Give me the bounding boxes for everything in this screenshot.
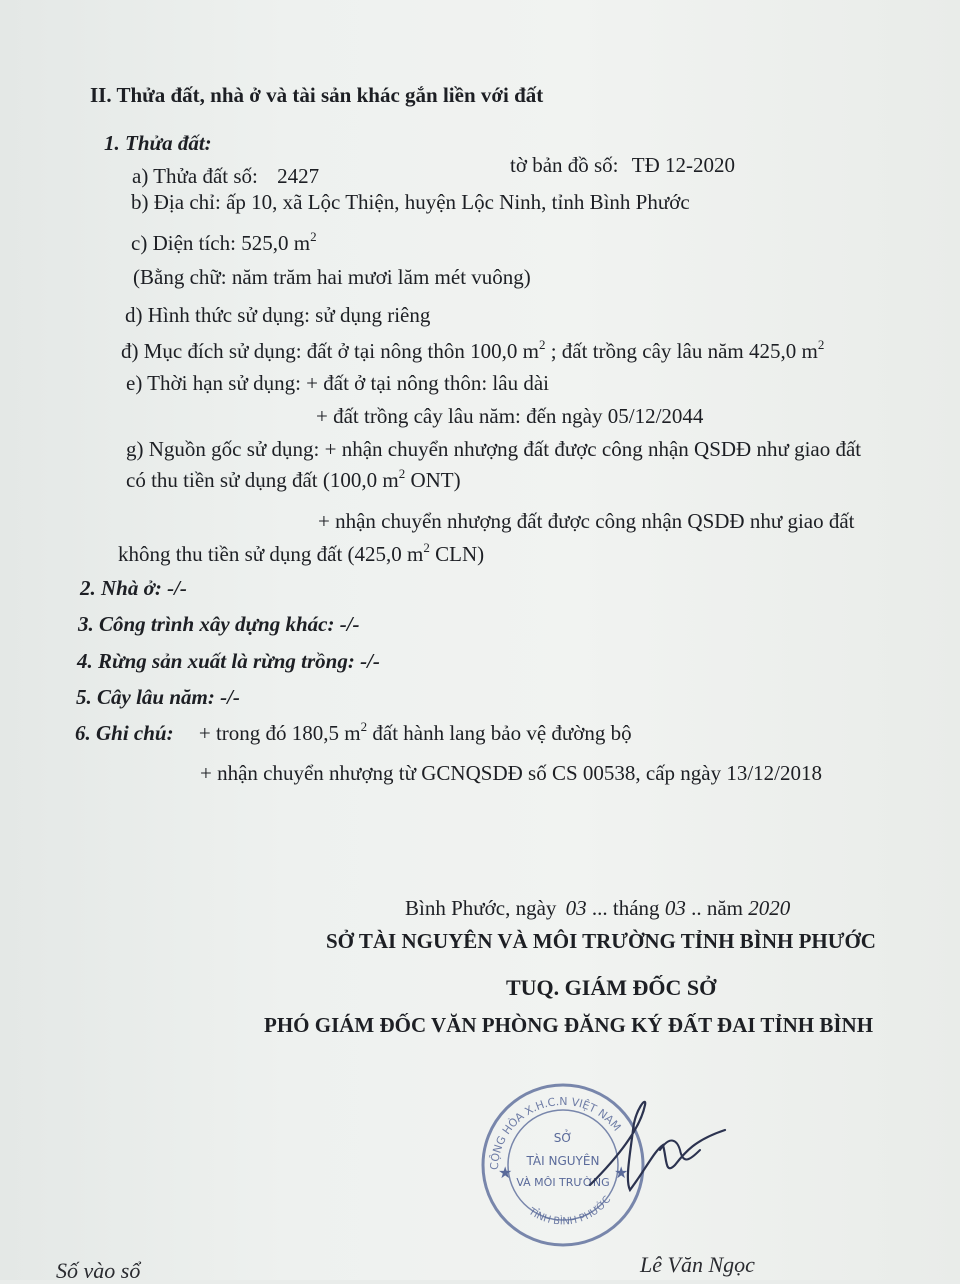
map-sheet-row xyxy=(510,152,735,178)
usage-form-label: d) Hình thức sử dụng: xyxy=(125,303,310,327)
origin-label: g) Nguồn gốc sử dụng: xyxy=(126,437,320,461)
parcel-number-row xyxy=(132,163,319,189)
origin-line-2 xyxy=(126,467,461,493)
origin-line-3: + nhận chuyển nhượng đất được công nhận QSDĐ như giao đất xyxy=(318,509,855,533)
seal-center-2: TÀI NGUYÊN xyxy=(526,1154,600,1168)
seal-bottom-text: TỈNH BÌNH PHƯỚC xyxy=(526,1194,614,1228)
issue-date-row: Bình Phước, ngày 03 ... tháng 03 .. năm 2020 xyxy=(405,896,791,920)
area-label: c) Diện tích: xyxy=(131,231,236,255)
seal-center-3: VÀ MÔI TRƯỜNG xyxy=(516,1176,610,1189)
origin-row xyxy=(126,436,861,462)
origin-sup-2: 2 xyxy=(423,540,430,555)
usage-purpose-sup-1: 2 xyxy=(538,337,546,352)
seal-star-right: ★ xyxy=(614,1165,629,1182)
parcel-number-value: 2427 xyxy=(277,164,320,188)
usage-purpose-sup-2: 2 xyxy=(817,337,825,352)
signer-name: Lê Văn Ngọc xyxy=(640,1252,755,1277)
area-value: 525,0 m xyxy=(241,231,311,255)
note-row xyxy=(75,720,632,746)
note-line-1a: + trong đó 180,5 m xyxy=(198,721,361,745)
usage-form-row xyxy=(125,302,430,328)
perennial-item: 5. Cây lâu năm: -/- xyxy=(76,685,240,709)
issue-month-label: tháng xyxy=(612,896,660,920)
tuq-line: TUQ. GIÁM ĐỐC SỞ xyxy=(506,975,717,1000)
house-item: 2. Nhà ở: -/- xyxy=(80,576,187,600)
note-sup: 2 xyxy=(360,719,368,734)
note-line-2: + nhận chuyển nhượng từ GCNQSDĐ số CS 00538, cấp ngày 13/12/2018 xyxy=(200,761,823,785)
address-value: ấp 10, xã Lộc Thiện, huyện Lộc Ninh, tỉnh Bình Phước xyxy=(226,190,690,214)
usage-form-value: sử dụng riêng xyxy=(315,303,431,327)
issue-day: 03 xyxy=(565,896,587,920)
usage-term-line-1: + đất ở tại nông thôn: lâu dài xyxy=(306,371,549,395)
map-sheet-value: TĐ 12-2020 xyxy=(631,153,736,177)
issue-month: 03 xyxy=(664,896,686,920)
usage-purpose-row xyxy=(121,338,824,364)
parcel-number-label: a) Thửa đất số: xyxy=(132,164,258,188)
usage-term-row xyxy=(126,370,549,396)
note-label: 6. Ghi chú: xyxy=(75,721,174,745)
usage-term-line-2: + đất trồng cây lâu năm: đến ngày 05/12/2044 xyxy=(316,404,704,428)
address-label: b) Địa chỉ: xyxy=(131,190,221,214)
issuing-authority: SỞ TÀI NGUYÊN VÀ MÔI TRƯỜNG TỈNH BÌNH PHƯỚC xyxy=(326,929,876,953)
origin-line-4a: không thu tiền sử dụng đất (425,0 m xyxy=(118,542,424,566)
handwritten-signature xyxy=(585,1090,735,1200)
origin-sup-1: 2 xyxy=(398,466,406,481)
section-title: II. Thửa đất, nhà ở và tài sản khác gắn liền với đất xyxy=(90,83,544,107)
usage-purpose-perennial: ; đất trồng cây lâu năm 425,0 m xyxy=(550,339,818,363)
area-row xyxy=(131,230,317,256)
usage-purpose-label: đ) Mục đích sử dụng: xyxy=(121,339,302,363)
origin-line-4b: CLN) xyxy=(435,542,485,566)
area-in-words: (Bằng chữ: năm trăm hai mươi lăm mét vuông) xyxy=(133,265,531,289)
usage-purpose-residential: đất ở tại nông thôn 100,0 m xyxy=(306,339,539,363)
note-line-1b: đất hành lang bảo vệ đường bộ xyxy=(372,721,632,745)
origin-line-1: + nhận chuyển nhượng đất được công nhận QSDĐ như giao đất xyxy=(324,437,862,461)
area-unit-sup: 2 xyxy=(310,229,317,244)
seal-ring-text: CỘNG HÒA X.H.C.N VIỆT NAM xyxy=(487,1094,624,1171)
issue-year: 2020 xyxy=(748,896,791,920)
parcel-heading: 1. Thửa đất: xyxy=(104,131,212,155)
forest-item: 4. Rừng sản xuất là rừng trồng: -/- xyxy=(77,649,380,673)
origin-line-2b: ONT) xyxy=(410,468,461,492)
issue-year-label: năm xyxy=(706,896,743,920)
usage-term-label: e) Thời hạn sử dụng: xyxy=(126,371,301,395)
origin-line-2a: có thu tiền sử dụng đất (100,0 m xyxy=(126,468,399,492)
address-row xyxy=(131,189,690,215)
origin-line-4 xyxy=(118,541,484,567)
seal-star-left: ★ xyxy=(498,1165,513,1182)
register-number-label: Số vào sổ xyxy=(56,1258,141,1283)
deputy-director-line: PHÓ GIÁM ĐỐC VĂN PHÒNG ĐĂNG KÝ ĐẤT ĐAI TỈNH BÌNH xyxy=(264,1013,874,1037)
issue-date-prefix: Bình Phước, ngày xyxy=(405,896,557,920)
map-sheet-label: tờ bản đồ số: xyxy=(510,153,619,177)
seal-center-1: SỞ xyxy=(553,1131,573,1145)
other-works-item: 3. Công trình xây dựng khác: -/- xyxy=(78,612,360,636)
